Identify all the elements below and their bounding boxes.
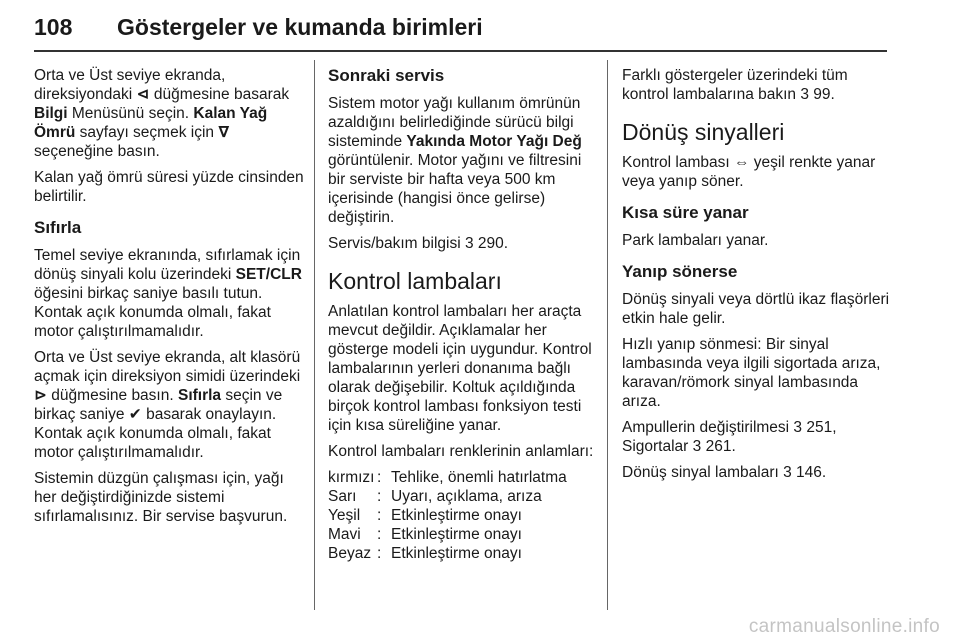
paragraph-service-ref: Servis/bakım bilgisi 3 290. <box>328 235 509 252</box>
left-arrow-button-icon: ⊲ <box>136 86 150 103</box>
page-title: Göstergeler ve kumanda birimleri <box>117 14 483 40</box>
paragraph-turn-signal-ref: Dönüş sinyal lambaları 3 146. <box>622 464 827 481</box>
page-ref-icon: 3 <box>800 86 809 103</box>
page-header <box>34 14 886 54</box>
column-2 <box>328 66 598 563</box>
paragraph-info-menu: Orta ve Üst seviye ekranda, direksiyondaki ⊲ düğmesine basarak Bilgi Menüsünü seçin. Kalan Yağ Ömrü sayfayı seçmek için ∇ seçeneğine basın. <box>34 67 290 160</box>
column-1 <box>34 66 310 533</box>
paragraph-reset-note: Sistemin düzgün çalışması için, yağı her değiştirdiğinizde sistemi sıfırlamalısınız. Bir servise başvurun. <box>34 470 288 525</box>
heading-lights-briefly: Kısa süre yanar <box>622 203 749 222</box>
heading-reset: Sıfırla <box>34 218 82 237</box>
column-divider-1 <box>314 60 315 610</box>
page-number: 108 <box>34 14 73 40</box>
color-meaning-table <box>328 468 567 563</box>
watermark: carmanualsonline.info <box>748 616 940 637</box>
page-ref-icon: 3 <box>692 438 702 455</box>
column-divider-2 <box>607 60 608 610</box>
page-ref-icon: 3 <box>464 235 474 252</box>
paragraph-fast-flashing: Hızlı yanıp sönmesi: Bir sinyal lambasında veya ilgili sigortada arıza, karavan/römork sinyal lambasında arıza. <box>622 336 881 410</box>
heading-next-service: Sonraki servis <box>328 66 445 85</box>
paragraph-warning-lights: Anlatılan kontrol lambaları her araçta mevcut değildir. Açıklamalar her gösterge modeli için uygundur. Kontrol lambalarının yerleri donanıma bağlı olarak değişebilir. Koltuk açıldığında birçok kontrol lambası fonksiyon testi için kısa süreliğine yanar. <box>328 303 592 434</box>
paragraph-oil-life-percent: Kalan yağ ömrü süresi yüzde cinsinden belirtilir. <box>34 169 304 205</box>
paragraph-reset-mid: Orta ve Üst seviye ekranda, alt klasörü açmak için direksiyon simidi üzerindeki ⊳ düğmesine basın. Sıfırla seçin ve birkaç saniye ✔ basarak onaylayın. Kontak açık konumda olmalı, fakat motor çalıştırılmamalıdır. <box>34 349 301 461</box>
heading-turn-signals: Dönüş sinyalleri <box>622 119 785 145</box>
paragraph-colors-intro: Kontrol lambaları renklerinin anlamları: <box>328 443 594 460</box>
down-triangle-button-icon: ∇ <box>218 124 230 141</box>
header-rule <box>34 50 887 52</box>
page-ref-icon: 3 <box>793 419 803 436</box>
paragraph-parking-lights: Park lambaları yanar. <box>622 232 769 249</box>
table-row: Beyaz : Etkinleştirme onayı <box>328 545 522 562</box>
table-row: Sarı : Uyarı, açıklama, arıza <box>328 488 542 505</box>
paragraph-bulb-fuse-refs: Ampullerin değiştirilmesi 3 251, Sigortalar 3 261. <box>622 419 837 455</box>
page-ref-icon: 3 <box>783 464 792 481</box>
turn-signal-arrows-icon: ⇔ <box>734 154 750 171</box>
paragraph-next-service: Sistem motor yağı kullanım ömrünün azaldığını belirlediğinde sürücü bilgi sisteminde Yakında Motor Yağı Değ görüntülenir. Motor yağını ve filtresini bir serviste bir hafta veya 500 km içerisinde (hangisi önce gelirse) değiştirin. <box>328 95 582 226</box>
paragraph-flashers-active: Dönüş sinyali veya dörtlü ikaz flaşörleri etkin hale gelir. <box>622 291 890 327</box>
paragraph-reset-base: Temel seviye ekranında, sıfırlamak için dönüş sinyali kolu üzerindeki SET/CLR öğesini birkaç saniye basılı tutun. Kontak açık konumda olmalı, fakat motor çalıştırılmamalıdır. <box>34 247 302 340</box>
checkmark-icon: ✔ <box>128 406 142 423</box>
paragraph-turn-signal-lamp: Kontrol lambası ⇔ yeşil renkte yanar veya yanıp söner. <box>622 154 876 190</box>
column-3 <box>622 66 897 489</box>
heading-flashing: Yanıp sönerse <box>622 262 738 281</box>
table-row: Yeşil : Etkinleştirme onayı <box>328 507 522 524</box>
heading-warning-lights: Kontrol lambaları <box>328 268 502 294</box>
table-row: kırmızı : Tehlike, önemli hatırlatma <box>328 469 567 486</box>
table-row: Mavi : Etkinleştirme onayı <box>328 526 522 543</box>
right-arrow-button-icon: ⊳ <box>34 387 47 404</box>
paragraph-see-all-lights: Farklı göstergeler üzerindeki tüm kontrol lambalarına bakın 3 99. <box>622 67 848 103</box>
